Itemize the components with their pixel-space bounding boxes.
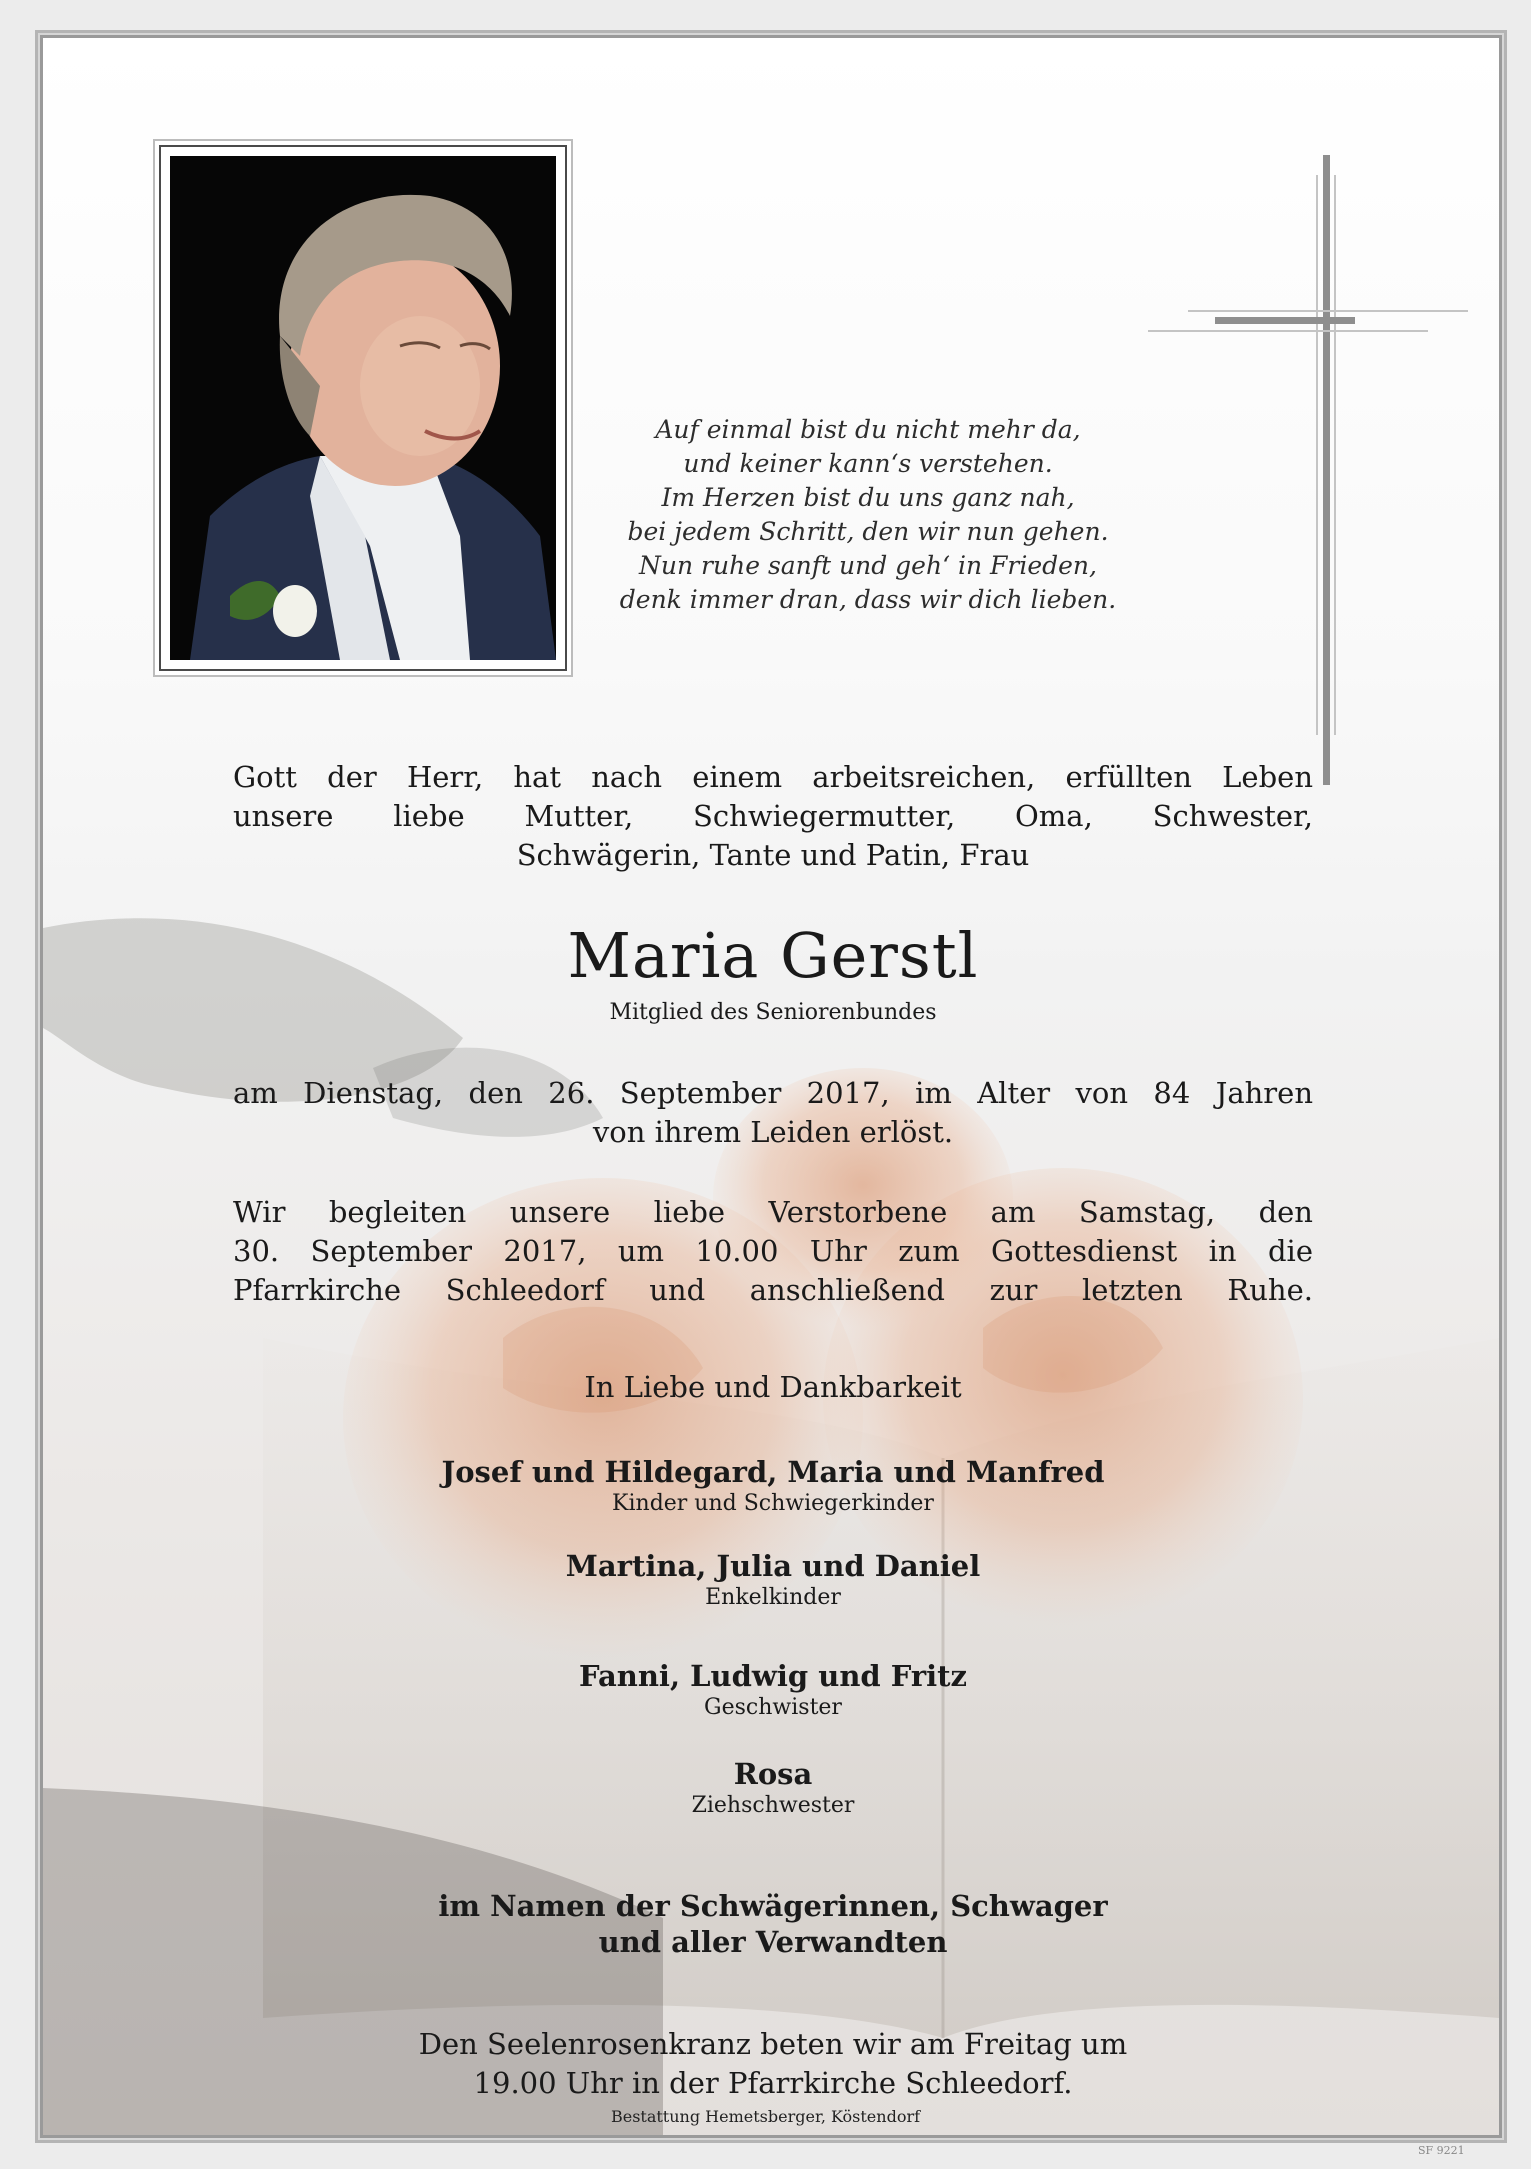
rosary-line: 19.00 Uhr in der Pfarrkirche Schleedorf.	[473, 2066, 1073, 2100]
deceased-name: Maria Gerstl	[567, 919, 979, 992]
portrait-frame	[159, 145, 567, 671]
relatives-line: im Namen der Schwägerinnen, Schwager	[438, 1889, 1108, 1923]
parte-card	[40, 35, 1502, 2138]
poem-line: Im Herzen bist du uns ganz nah,	[661, 483, 1075, 512]
mourner-group	[233, 1658, 1313, 1722]
memorial-poem	[603, 413, 1133, 617]
template-code: SF 9221	[1418, 2144, 1465, 2157]
mourner-group	[233, 1756, 1313, 1820]
mourner-group	[233, 1548, 1313, 1612]
poem-line: denk immer dran, dass wir dich lieben.	[619, 585, 1117, 614]
funeral-line: 30. September 2017, um 10.00 Uhr zum Gottesdienst in die	[233, 1234, 1313, 1268]
closing-text: In Liebe und Dankbarkeit	[584, 1370, 962, 1404]
rosary-line: Den Seelenrosenkranz beten wir am Freitag um	[418, 2027, 1128, 2061]
portrait-photo	[170, 156, 556, 660]
intro-line: Gott der Herr, hat nach einem arbeitsreichen, erfüllten Leben	[233, 760, 1313, 794]
funeral-home-footer: Bestattung Hemetsberger, Köstendorf	[610, 2107, 921, 2126]
poem-line: und keiner kann‘s verstehen.	[683, 449, 1053, 478]
mourner-names: Fanni, Ludwig und Fritz	[578, 1659, 968, 1693]
mourner-relation: Enkelkinder	[705, 1585, 841, 1610]
intro-line: unsere liebe Mutter, Schwiegermutter, Oma, Schwester,	[233, 799, 1313, 833]
deceased-subtitle: Mitglied des Seniorenbundes	[609, 1000, 937, 1025]
mourner-names: Martina, Julia und Daniel	[565, 1549, 981, 1583]
relatives-line: und aller Verwandten	[598, 1925, 948, 1959]
poem-line: Auf einmal bist du nicht mehr da,	[655, 415, 1081, 444]
death-notice-line: am Dienstag, den 26. September 2017, im Alter von 84 Jahren	[233, 1076, 1313, 1110]
poem-line: bei jedem Schritt, den wir nun gehen.	[627, 517, 1109, 546]
intro-text	[233, 758, 1313, 875]
funeral-line: Pfarrkirche Schleedorf und anschließend zur letzten Ruhe.	[233, 1273, 1313, 1307]
mourner-names: Josef und Hildegard, Maria und Manfred	[441, 1455, 1105, 1489]
death-notice-line: von ihrem Leiden erlöst.	[592, 1115, 954, 1149]
intro-line: Schwägerin, Tante und Patin, Frau	[516, 838, 1030, 872]
mourner-relation: Kinder und Schwiegerkinder	[612, 1491, 934, 1516]
death-notice	[233, 1074, 1313, 1152]
poem-line: Nun ruhe sanft und geh‘ in Frieden,	[639, 551, 1097, 580]
rosary-notice	[233, 2025, 1313, 2103]
mourner-relation: Geschwister	[704, 1695, 842, 1720]
mourner-group	[233, 1454, 1313, 1518]
mourner-names: Rosa	[733, 1757, 813, 1791]
mourner-relation: Ziehschwester	[691, 1793, 855, 1818]
funeral-line: Wir begleiten unsere liebe Verstorbene am Samstag, den	[233, 1195, 1313, 1229]
cross-icon	[1148, 155, 1468, 785]
relatives-text	[233, 1888, 1313, 1960]
funeral-notice	[233, 1193, 1313, 1310]
